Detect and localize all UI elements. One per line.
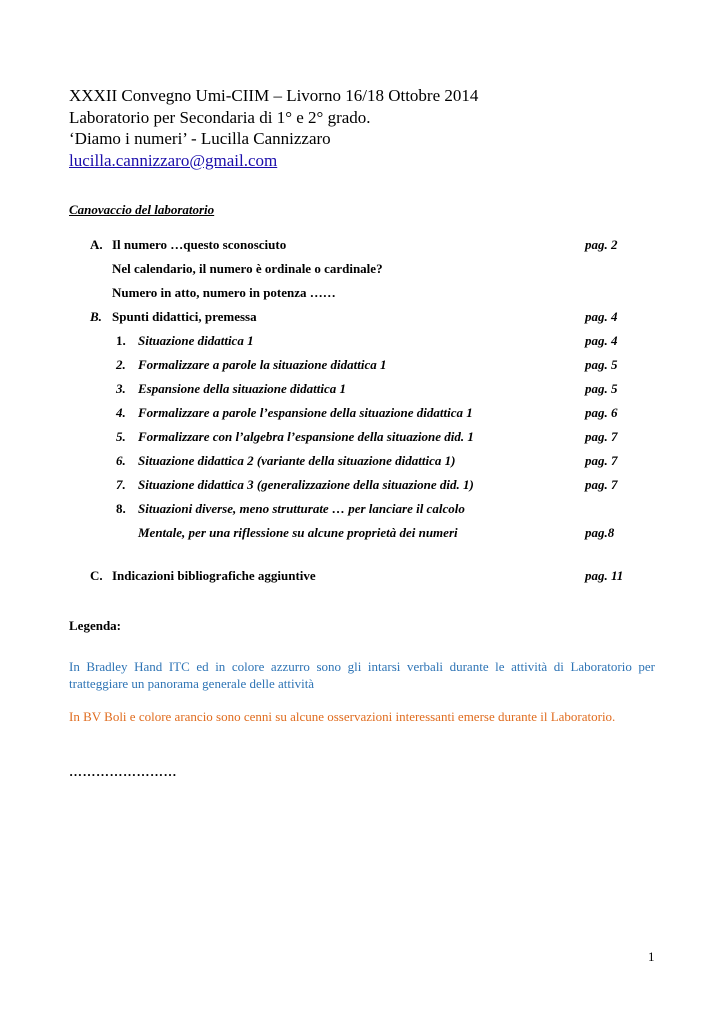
toc-text: Numero in atto, numero in potenza …… — [112, 285, 336, 300]
toc-item-number: 5. — [116, 429, 126, 444]
legend-blue-note: In Bradley Hand ITC ed in colore azzurro sono gli intarsi verbali durante le attività di Laboratorio per tratteggiare un panorama generale delle attività — [69, 659, 655, 691]
author-email-link[interactable]: lucilla.cannizzaro@gmail.com — [69, 150, 278, 170]
toc-item-number: 2. — [116, 357, 126, 372]
toc-item — [0, 476, 724, 500]
toc-marker: B. — [90, 309, 102, 324]
toc-item-number: 3. — [116, 381, 126, 396]
section-subtitle: Canovaccio del laboratorio — [69, 202, 215, 217]
toc-item-text: Formalizzare a parole la situazione didattica 1 — [138, 357, 387, 372]
toc-item — [0, 452, 724, 476]
toc-page: pag. 5 — [585, 381, 618, 396]
toc-item-text: Situazioni diverse, meno strutturate … per lanciare il calcolo — [138, 501, 465, 516]
toc-page: pag. 11 — [585, 568, 624, 583]
toc-page: pag. 5 — [585, 357, 618, 372]
toc-text: Spunti didattici, premessa — [112, 309, 257, 324]
toc-item-number: 1. — [116, 333, 126, 348]
page-number: 1 — [648, 949, 655, 964]
toc-entry-a — [0, 236, 724, 260]
toc-text: Indicazioni bibliografiche aggiuntive — [112, 568, 316, 583]
toc-subentry — [0, 284, 724, 308]
toc-page: pag. 7 — [585, 429, 618, 444]
toc-item-number: 7. — [116, 477, 126, 492]
toc-page: pag. 4 — [585, 333, 618, 348]
toc-entry-b — [0, 308, 724, 332]
toc-text: Nel calendario, il numero è ordinale o cardinale? — [112, 261, 383, 276]
toc-page: pag. 7 — [585, 453, 618, 468]
table-of-contents — [0, 236, 724, 591]
document-header — [69, 85, 478, 171]
toc-item-text: Situazione didattica 2 (variante della situazione didattica 1) — [138, 453, 456, 468]
workshop-title: Laboratorio per Secondaria di 1° e 2° grado. — [69, 107, 371, 127]
toc-item-number: 4. — [116, 405, 126, 420]
toc-marker: C. — [90, 568, 103, 583]
toc-entry-c — [0, 567, 724, 591]
toc-page: pag. 6 — [585, 405, 618, 420]
toc-item-text: Situazione didattica 1 — [138, 333, 254, 348]
toc-item-text: Mentale, per una riflessione su alcune proprietà dei numeri — [138, 525, 458, 540]
toc-item-number: 6. — [116, 453, 126, 468]
toc-item — [0, 332, 724, 356]
toc-item — [0, 404, 724, 428]
workshop-author: ‘Diamo i numeri’ - Lucilla Cannizzaro — [69, 129, 331, 148]
toc-item-text: Formalizzare con l’algebra l’espansione della situazione did. 1 — [138, 429, 474, 444]
toc-item — [0, 428, 724, 452]
toc-item-text: Formalizzare a parole l’espansione della situazione didattica 1 — [138, 405, 473, 420]
toc-page: pag.8 — [585, 525, 615, 540]
legend-orange-note: In BV Boli e colore arancio sono cenni su alcune osservazioni interessanti emerse durante il Laboratorio. — [69, 709, 616, 724]
toc-item-number: 8. — [116, 501, 126, 516]
toc-spacer — [0, 548, 724, 567]
toc-item-text: Situazione didattica 3 (generalizzazione della situazione did. 1) — [138, 477, 474, 492]
toc-page: pag. 4 — [585, 309, 618, 324]
toc-page: pag. 2 — [585, 237, 618, 252]
toc-item-text: Espansione della situazione didattica 1 — [138, 381, 347, 396]
ellipsis-separator: …………………… — [69, 764, 177, 779]
toc-item — [0, 356, 724, 380]
toc-item — [0, 380, 724, 404]
conference-title: XXXII Convegno Umi-CIIM – Livorno 16/18 Ottobre 2014 — [69, 86, 479, 105]
toc-item — [0, 500, 724, 524]
toc-subentry — [0, 260, 724, 284]
toc-marker: A. — [90, 237, 103, 252]
toc-text: Il numero …questo sconosciuto — [112, 237, 287, 252]
toc-page: pag. 7 — [585, 477, 618, 492]
legend-title: Legenda: — [69, 618, 121, 633]
toc-item-continuation — [0, 524, 724, 548]
